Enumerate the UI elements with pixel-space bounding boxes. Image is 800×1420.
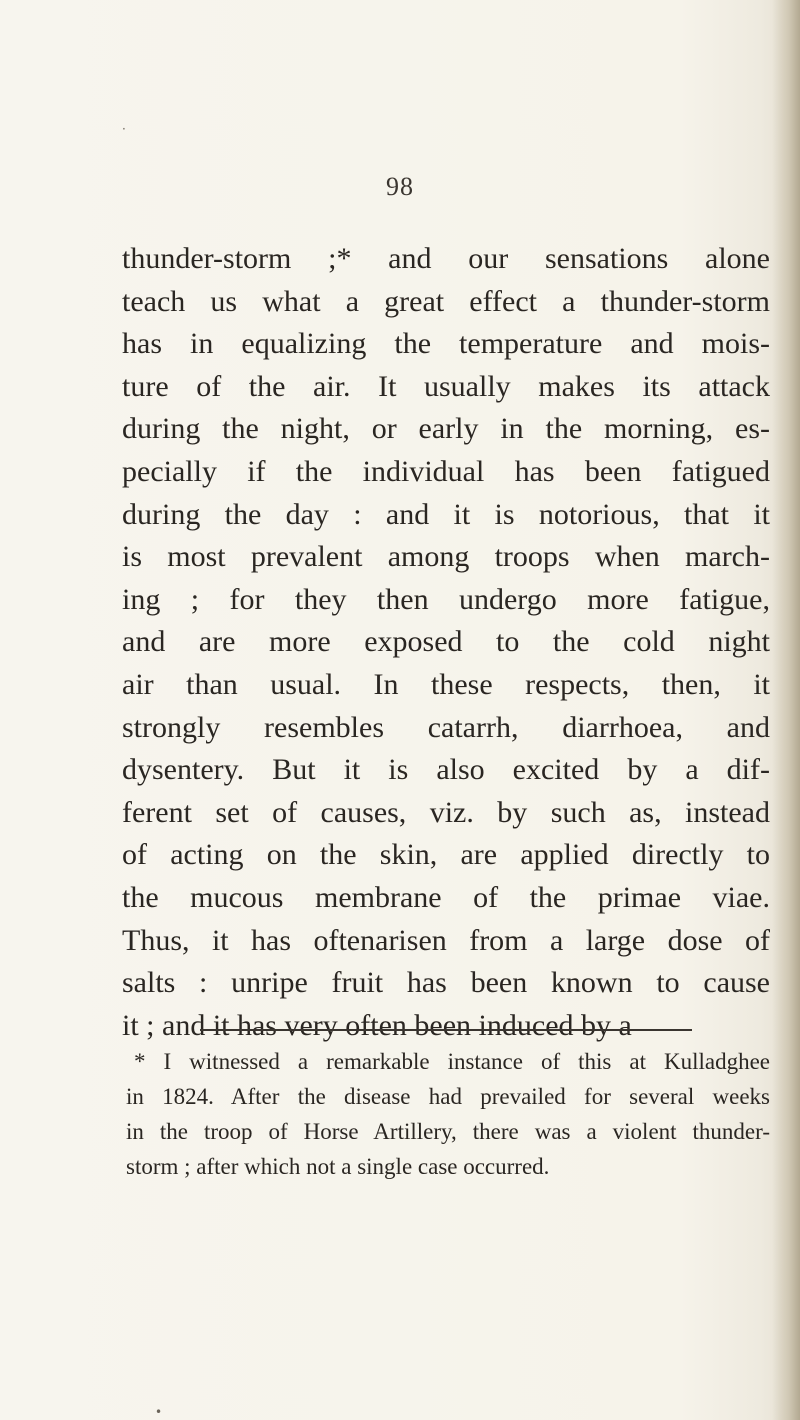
- body-line: during the night, or early in the morning, es-: [122, 412, 770, 446]
- body-line: during the day : and it is notorious, that it: [122, 497, 770, 531]
- page-number: 98: [386, 172, 414, 201]
- body-line: it ; and it has very often been induced by a: [122, 1008, 632, 1042]
- body-text: [122, 238, 770, 1047]
- footnote-divider: [200, 1029, 692, 1031]
- footnote-line: in 1824. After the disease had prevailed for several weeks: [126, 1084, 770, 1109]
- body-line: pecially if the individual has been fatigued: [122, 454, 770, 488]
- body-line: thunder-storm ;* and our sensations alone: [122, 242, 770, 275]
- page-edge-shadow: [772, 0, 800, 1420]
- footnote: [126, 1044, 770, 1184]
- body-line: salts : unripe fruit has been known to cause: [122, 966, 770, 1000]
- body-line: dysentery. But it is also excited by a dif-: [122, 753, 770, 787]
- body-line: Thus, it has oftenarisen from a large dose of: [122, 923, 770, 957]
- body-line: air than usual. In these respects, then, it: [122, 667, 770, 701]
- body-line: the mucous membrane of the primae viae.: [122, 880, 770, 914]
- paper-speck: ·: [122, 122, 126, 136]
- body-line: ferent set of causes, viz. by such as, instead: [122, 795, 770, 829]
- footnote-line: in the troop of Horse Artillery, there was a violent thunder-: [126, 1119, 770, 1144]
- body-line: has in equalizing the temperature and mois-: [122, 327, 770, 361]
- footnote-line: * I witnessed a remarkable instance of this at Kulladghee: [134, 1049, 770, 1074]
- body-line: ture of the air. It usually makes its attack: [122, 369, 770, 403]
- body-line: ing ; for they then undergo more fatigue,: [122, 582, 770, 616]
- footnote-line: storm ; after which not a single case occurred.: [126, 1154, 550, 1179]
- body-line: of acting on the skin, are applied directly to: [122, 838, 770, 872]
- body-line: is most prevalent among troops when march-: [122, 540, 770, 574]
- paper-speck: •: [155, 1405, 163, 1419]
- body-line: teach us what a great effect a thunder-storm: [122, 284, 770, 318]
- body-line: strongly resembles catarrh, diarrhoea, and: [122, 710, 770, 744]
- body-line: and are more exposed to the cold night: [122, 625, 770, 659]
